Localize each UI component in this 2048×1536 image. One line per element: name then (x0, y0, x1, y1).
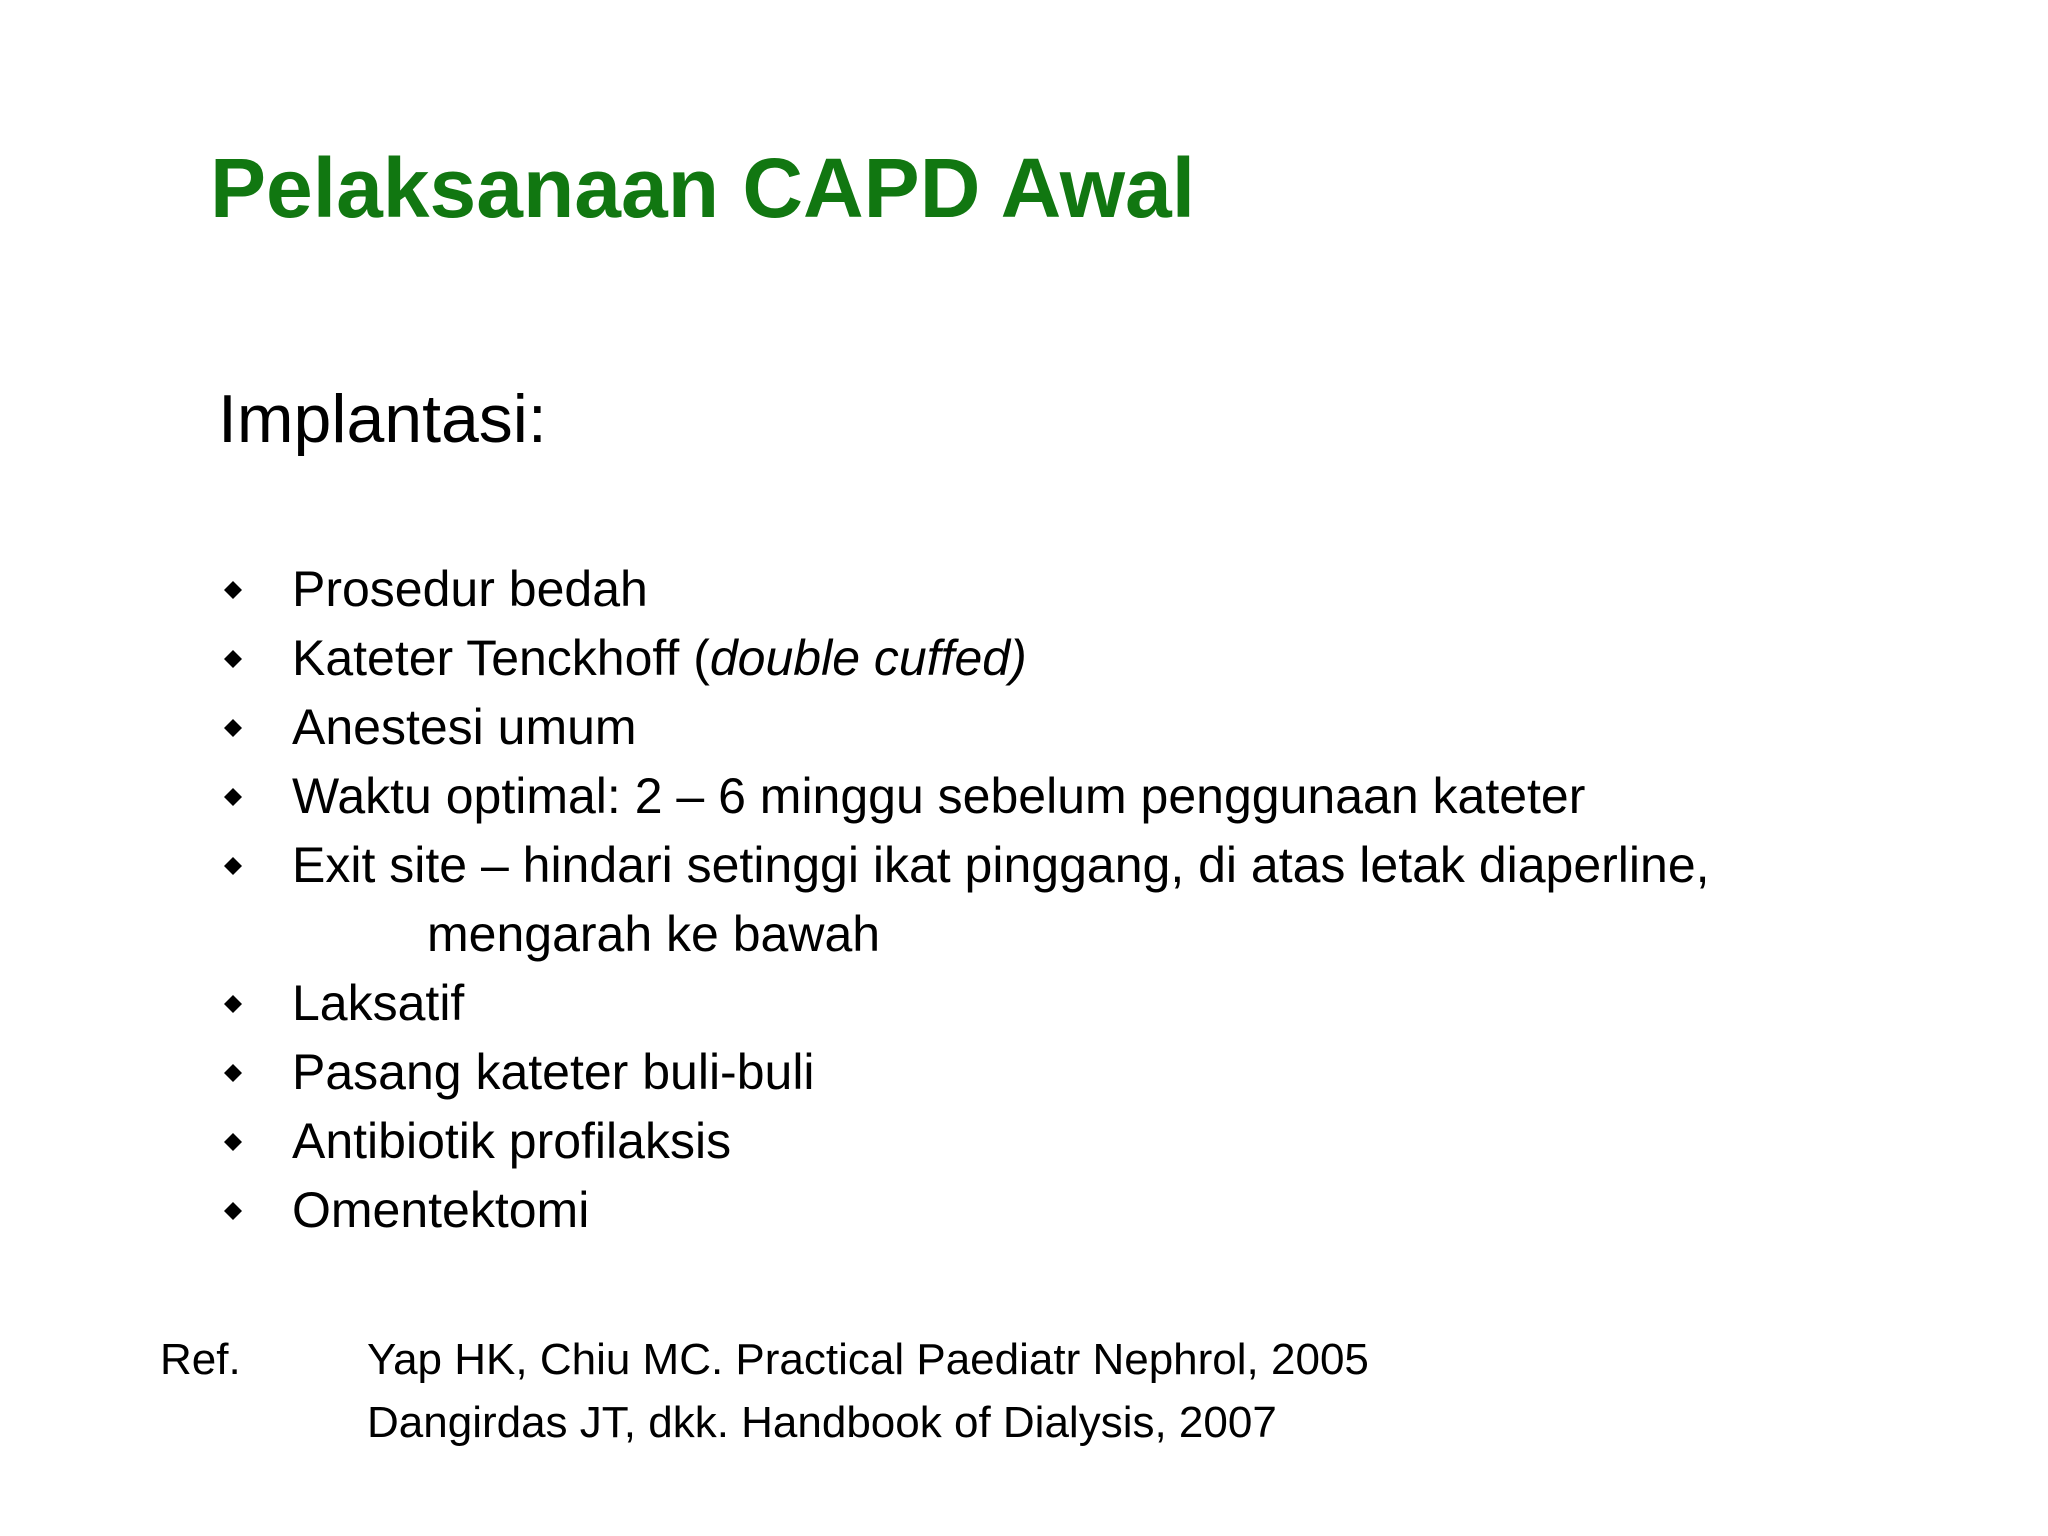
slide-subtitle: Implantasi: (218, 381, 547, 457)
bullet-text: Pasang kateter buli-buli (292, 1044, 815, 1100)
bullet-item (220, 1107, 1880, 1176)
bullet-item (220, 969, 1880, 1038)
bullet-text: Anestesi umum (292, 699, 637, 755)
diamond-bullet-icon (224, 1038, 252, 1107)
bullet-text: Prosedur bedah (292, 561, 648, 617)
diamond-bullet-icon (224, 624, 252, 693)
bullet-text: Omentektomi (292, 1182, 590, 1238)
diamond-bullet-icon (224, 1176, 252, 1245)
bullet-list (220, 555, 1880, 1245)
diamond-bullet-icon (224, 831, 252, 900)
bullet-text: Waktu optimal: 2 – 6 minggu sebelum penggunaan kateter (292, 768, 1586, 824)
reference-list (367, 1328, 1369, 1454)
bullet-item (220, 555, 1880, 624)
bullet-item (220, 624, 1880, 693)
reference-entry: Dangirdas JT, dkk. Handbook of Dialysis, 2007 (367, 1398, 1277, 1447)
bullet-text: Kateter Tenckhoff ( (292, 630, 710, 686)
references-label: Ref. (160, 1335, 241, 1384)
diamond-bullet-icon (224, 555, 252, 624)
diamond-bullet-icon (224, 1107, 252, 1176)
bullet-item (220, 1038, 1880, 1107)
bullet-item (220, 762, 1880, 831)
bullet-text-italic: double cuffed) (709, 630, 1027, 686)
slide-title: Pelaksanaan CAPD Awal (210, 141, 1196, 235)
bullet-item (220, 831, 1880, 969)
bullet-item (220, 1176, 1880, 1245)
bullet-text: Laksatif (292, 975, 465, 1031)
bullet-text: Exit site – hindari setinggi ikat pinggang, di atas letak diaperline, (292, 837, 1710, 893)
reference-entry: Yap HK, Chiu MC. Practical Paediatr Nephrol, 2005 (367, 1335, 1369, 1384)
diamond-bullet-icon (224, 762, 252, 831)
bullet-text: Antibiotik profilaksis (292, 1113, 732, 1169)
diamond-bullet-icon (224, 969, 252, 1038)
diamond-bullet-icon (224, 693, 252, 762)
bullet-item (220, 693, 1880, 762)
bullet-text-continuation: mengarah ke bawah (427, 906, 881, 962)
